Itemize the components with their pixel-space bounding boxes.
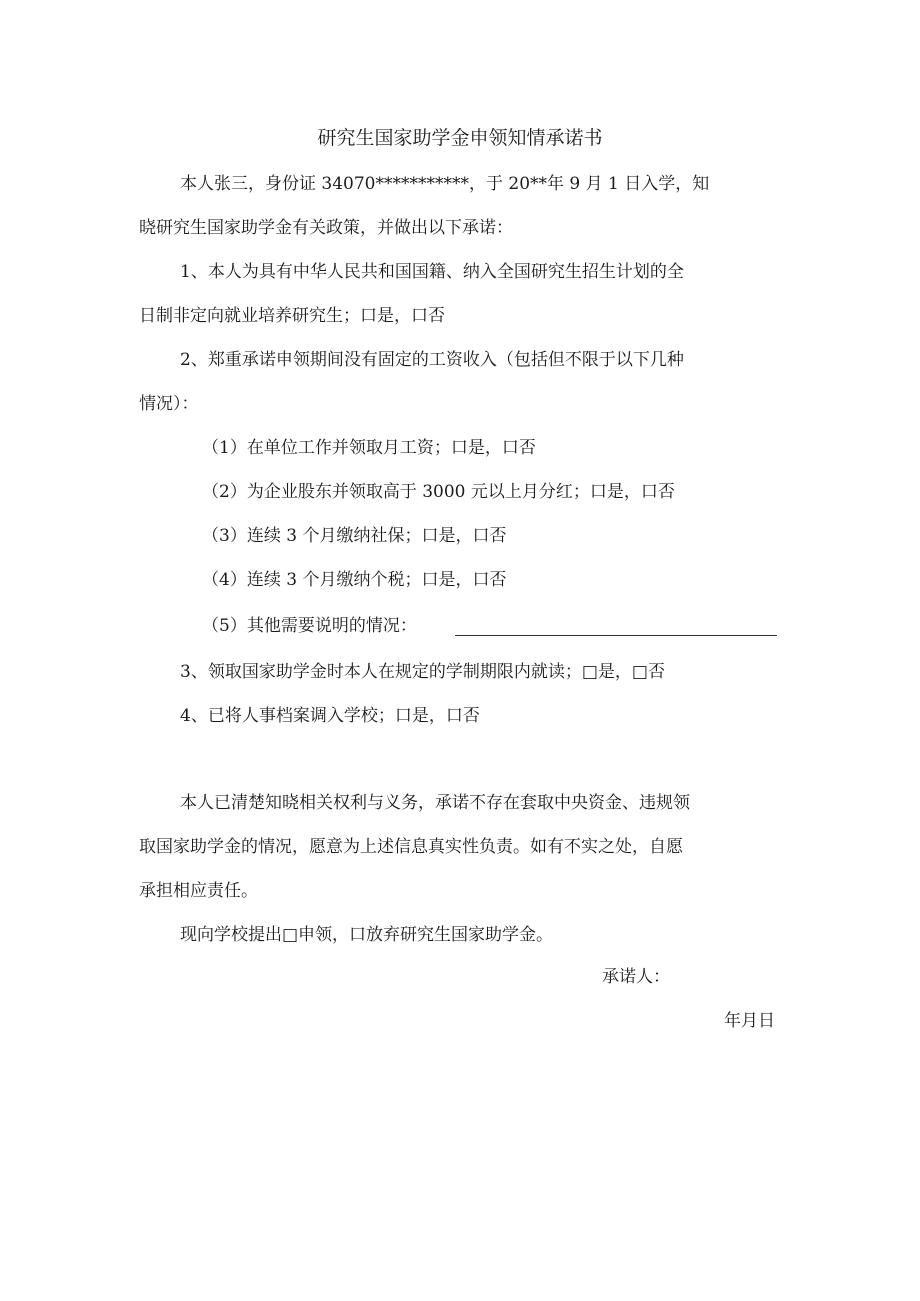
item-3: 3、领取国家助学金时本人在规定的学制期限内就读；□是，□否 [180,662,665,682]
sub-item-5: （5）其他需要说明的情况： [202,616,417,636]
sub-item-3: （3）连续 3 个月缴纳社保；口是，口否 [202,526,507,546]
item-4: 4、已将人事档案调入学校；口是，口否 [180,706,480,726]
intro-line-1: 本人张三，身份证 34070***********，于 20**年 9 月 1 日入学，知 [180,174,710,194]
closing-line-1: 本人已清楚知晓相关权利与义务，承诺不存在套取中央资金、违规领 [180,793,690,813]
intro-line-2: 晓研究生国家助学金有关政策，并做出以下承诺： [139,218,513,238]
other-situation-blank-line[interactable] [455,635,777,636]
date-label: 年月日 [724,1011,775,1031]
document-title: 研究生国家助学金申领知情承诺书 [317,127,603,149]
sub-item-4: （4）连续 3 个月缴纳个税；口是，口否 [202,570,507,590]
item-1-line-2: 日制非定向就业培养研究生；口是，口否 [139,306,445,326]
sub-item-1: （1）在单位工作并领取月工资；口是，口否 [202,438,536,458]
item-1-line-1: 1、本人为具有中华人民共和国国籍、纳入全国研究生招生计划的全 [180,262,684,282]
apply-statement: 现向学校提出□申领，口放弃研究生国家助学金。 [180,925,554,945]
closing-line-2: 取国家助学金的情况，愿意为上述信息真实性负责。如有不实之处，自愿 [139,837,683,857]
closing-line-3: 承担相应责任。 [139,881,258,901]
item-2-line-1: 2、郑重承诺申领期间没有固定的工资收入（包括但不限于以下几种 [180,350,684,370]
signer-label: 承诺人： [602,967,670,987]
item-2-line-2: 情况）： [139,394,199,414]
sub-item-2: （2）为企业股东并领取高于 3000 元以上月分红；口是，口否 [202,482,675,502]
